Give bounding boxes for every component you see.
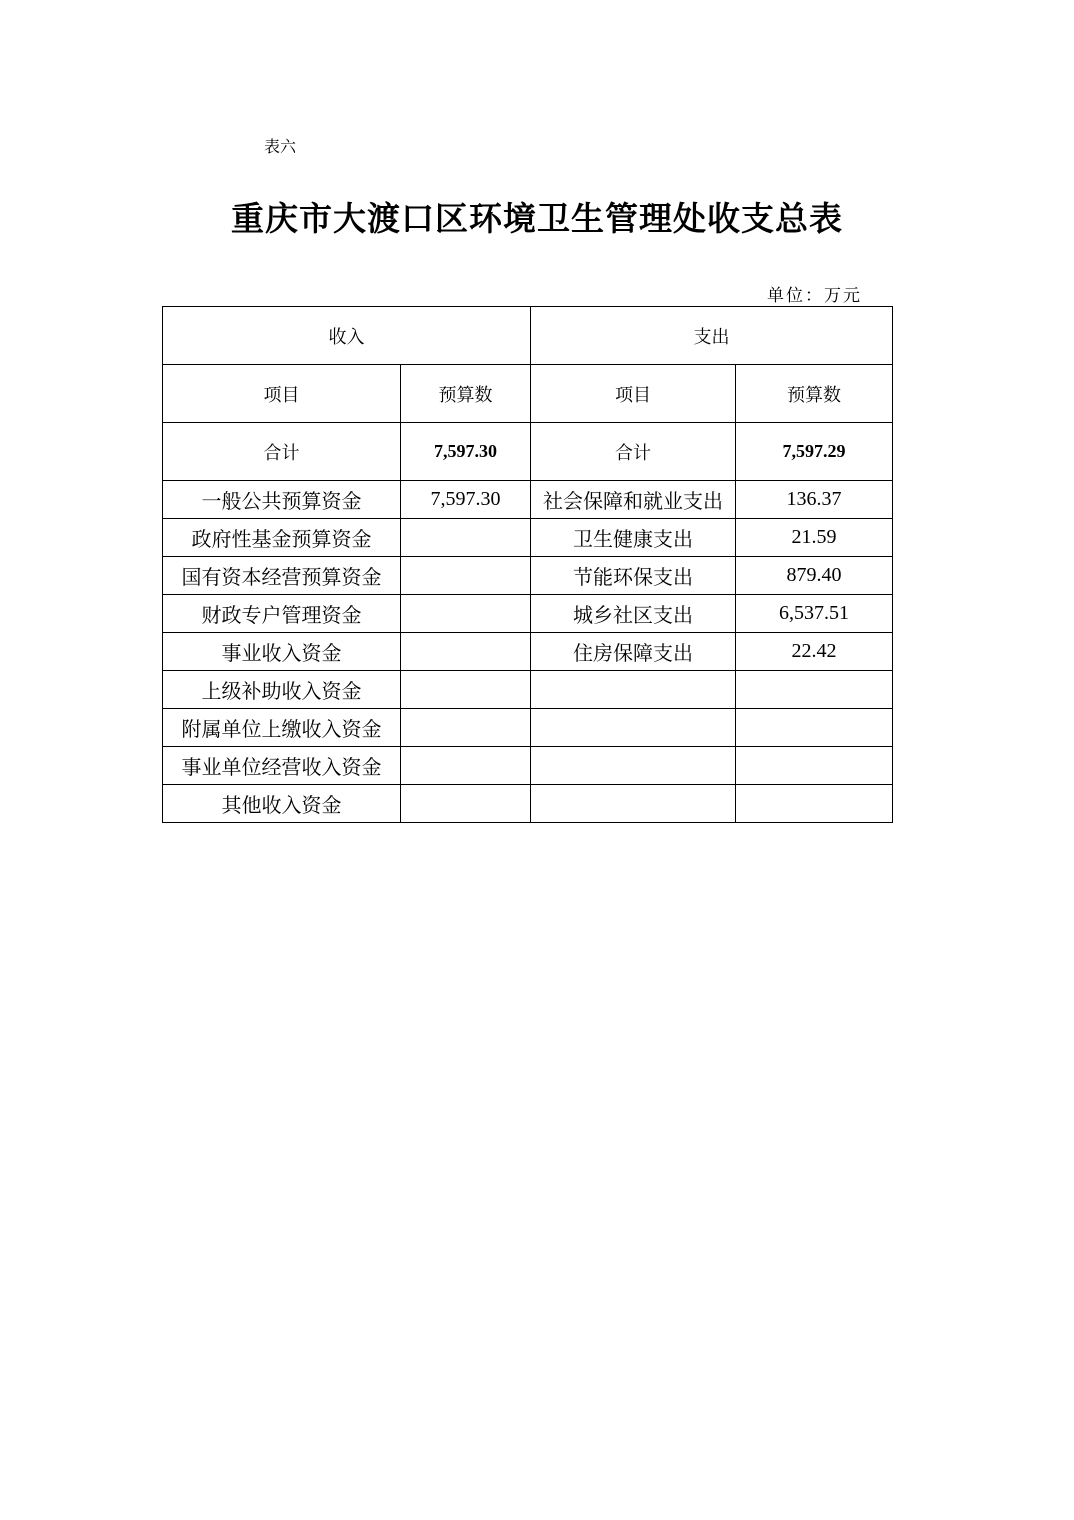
- income-item-cell: 事业单位经营收入资金: [163, 747, 401, 785]
- table-number: 表六: [264, 137, 297, 156]
- income-budget-header: 预算数: [401, 365, 531, 423]
- expense-value-cell: 6,537.51: [736, 595, 893, 633]
- income-value-cell: [401, 709, 531, 747]
- table-row: [163, 633, 893, 671]
- income-item-cell: 一般公共预算资金: [163, 481, 401, 519]
- expense-value-cell: [736, 709, 893, 747]
- expense-total-label: 合计: [531, 423, 736, 481]
- expense-item-cell: [531, 747, 736, 785]
- table-row: [163, 557, 893, 595]
- table-row: [163, 595, 893, 633]
- income-item-cell: 政府性基金预算资金: [163, 519, 401, 557]
- expense-item-cell: [531, 709, 736, 747]
- income-item-cell: 事业收入资金: [163, 633, 401, 671]
- income-value-cell: [401, 557, 531, 595]
- table-row: [163, 671, 893, 709]
- table-subheader-row: [163, 365, 893, 423]
- income-item-header: 项目: [163, 365, 401, 423]
- income-item-cell: 上级补助收入资金: [163, 671, 401, 709]
- page-title: 重庆市大渡口区环境卫生管理处收支总表: [231, 199, 843, 238]
- expense-value-cell: 879.40: [736, 557, 893, 595]
- expense-budget-header: 预算数: [736, 365, 893, 423]
- table-row: [163, 519, 893, 557]
- total-row: [163, 423, 893, 481]
- expense-item-cell: [531, 671, 736, 709]
- table-body: [163, 481, 893, 823]
- income-item-cell: 其他收入资金: [163, 785, 401, 823]
- income-value-cell: [401, 747, 531, 785]
- income-total-label: 合计: [163, 423, 401, 481]
- income-value-cell: 7,597.30: [401, 481, 531, 519]
- unit-label: 单位：万元: [767, 286, 862, 306]
- expense-item-cell: 城乡社区支出: [531, 595, 736, 633]
- expense-item-cell: 节能环保支出: [531, 557, 736, 595]
- income-value-cell: [401, 633, 531, 671]
- expense-item-cell: 卫生健康支出: [531, 519, 736, 557]
- expense-value-cell: 21.59: [736, 519, 893, 557]
- expense-item-header: 项目: [531, 365, 736, 423]
- expense-item-cell: 社会保障和就业支出: [531, 481, 736, 519]
- income-item-cell: 财政专户管理资金: [163, 595, 401, 633]
- expense-value-cell: 136.37: [736, 481, 893, 519]
- table-row: [163, 747, 893, 785]
- expense-item-cell: 住房保障支出: [531, 633, 736, 671]
- budget-summary-table: [162, 306, 893, 823]
- income-item-cell: 国有资本经营预算资金: [163, 557, 401, 595]
- expense-total-value: 7,597.29: [736, 423, 893, 481]
- income-value-cell: [401, 519, 531, 557]
- table-row: [163, 481, 893, 519]
- income-total-value: 7,597.30: [401, 423, 531, 481]
- income-value-cell: [401, 595, 531, 633]
- income-value-cell: [401, 671, 531, 709]
- income-item-cell: 附属单位上缴收入资金: [163, 709, 401, 747]
- table-row: [163, 709, 893, 747]
- expense-value-cell: [736, 671, 893, 709]
- expense-value-cell: [736, 785, 893, 823]
- income-header: 收入: [163, 307, 531, 365]
- table-header-row: [163, 307, 893, 365]
- expense-header: 支出: [531, 307, 893, 365]
- table-row: [163, 785, 893, 823]
- income-value-cell: [401, 785, 531, 823]
- expense-item-cell: [531, 785, 736, 823]
- expense-value-cell: 22.42: [736, 633, 893, 671]
- expense-value-cell: [736, 747, 893, 785]
